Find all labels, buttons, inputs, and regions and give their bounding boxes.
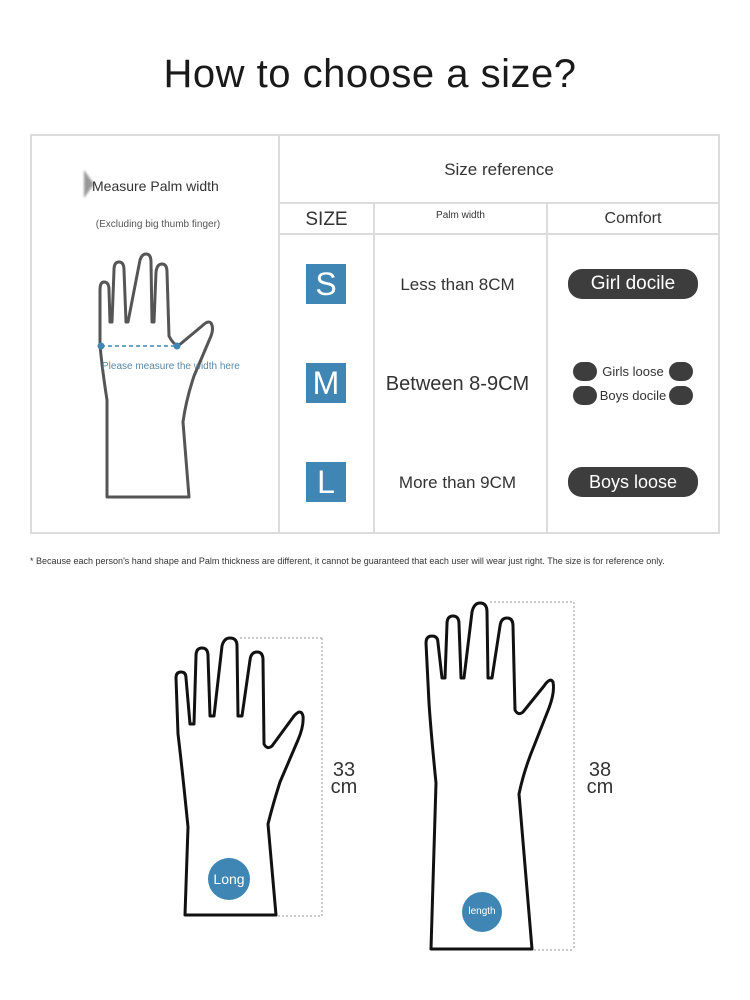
- disclaimer-note: * Because each person's hand shape and Palm thickness are different, it cannot be guaranteed that each user will wear just right. The size is for reference only.: [30, 556, 665, 566]
- table-divider: [278, 134, 280, 534]
- comfort-pill-cap: [573, 362, 597, 381]
- glove-length-unit: cm: [330, 776, 358, 798]
- comfort-label: Girls loose: [602, 364, 664, 379]
- column-header-size: SIZE: [305, 209, 348, 230]
- size-badge-s: S: [306, 264, 346, 304]
- measure-label: Measure Palm width: [92, 178, 219, 194]
- size-badge-l: L: [306, 462, 346, 502]
- comfort-pill: Girl docile: [568, 269, 698, 299]
- comfort-pill: Boys loose: [568, 467, 698, 497]
- comfort-pill-cap: [573, 386, 597, 405]
- table-divider: [278, 233, 720, 235]
- glove-length-unit: cm: [586, 776, 614, 798]
- comfort-pill-cap: [669, 362, 693, 381]
- glove-33cm-icon: [170, 632, 335, 924]
- palm-width-value: Less than 8CM: [400, 275, 515, 294]
- glove-badge: Long: [208, 858, 250, 900]
- glove-badge: length: [462, 892, 502, 932]
- palm-width-value: Between 8-9CM: [385, 373, 530, 395]
- comfort-label: Boys docile: [599, 388, 667, 403]
- table-header: Size reference: [444, 160, 554, 179]
- size-badge-m: M: [306, 363, 346, 403]
- column-header-palm-width: Palm width: [436, 210, 485, 221]
- glove-38cm-icon: [422, 598, 582, 958]
- palm-width-value: More than 9CM: [398, 473, 517, 492]
- hand-outline-icon: [90, 250, 220, 505]
- comfort-pill-cap: [669, 386, 693, 405]
- table-divider: [278, 202, 720, 204]
- glove-length-value: 38: [588, 759, 612, 781]
- table-divider: [546, 202, 548, 534]
- page-title: How to choose a size?: [163, 52, 577, 96]
- measure-hint: Please measure the width here: [102, 361, 240, 372]
- measure-note: (Excluding big thumb finger): [95, 219, 221, 230]
- column-header-comfort: Comfort: [604, 210, 662, 227]
- glove-length-value: 33: [332, 759, 356, 781]
